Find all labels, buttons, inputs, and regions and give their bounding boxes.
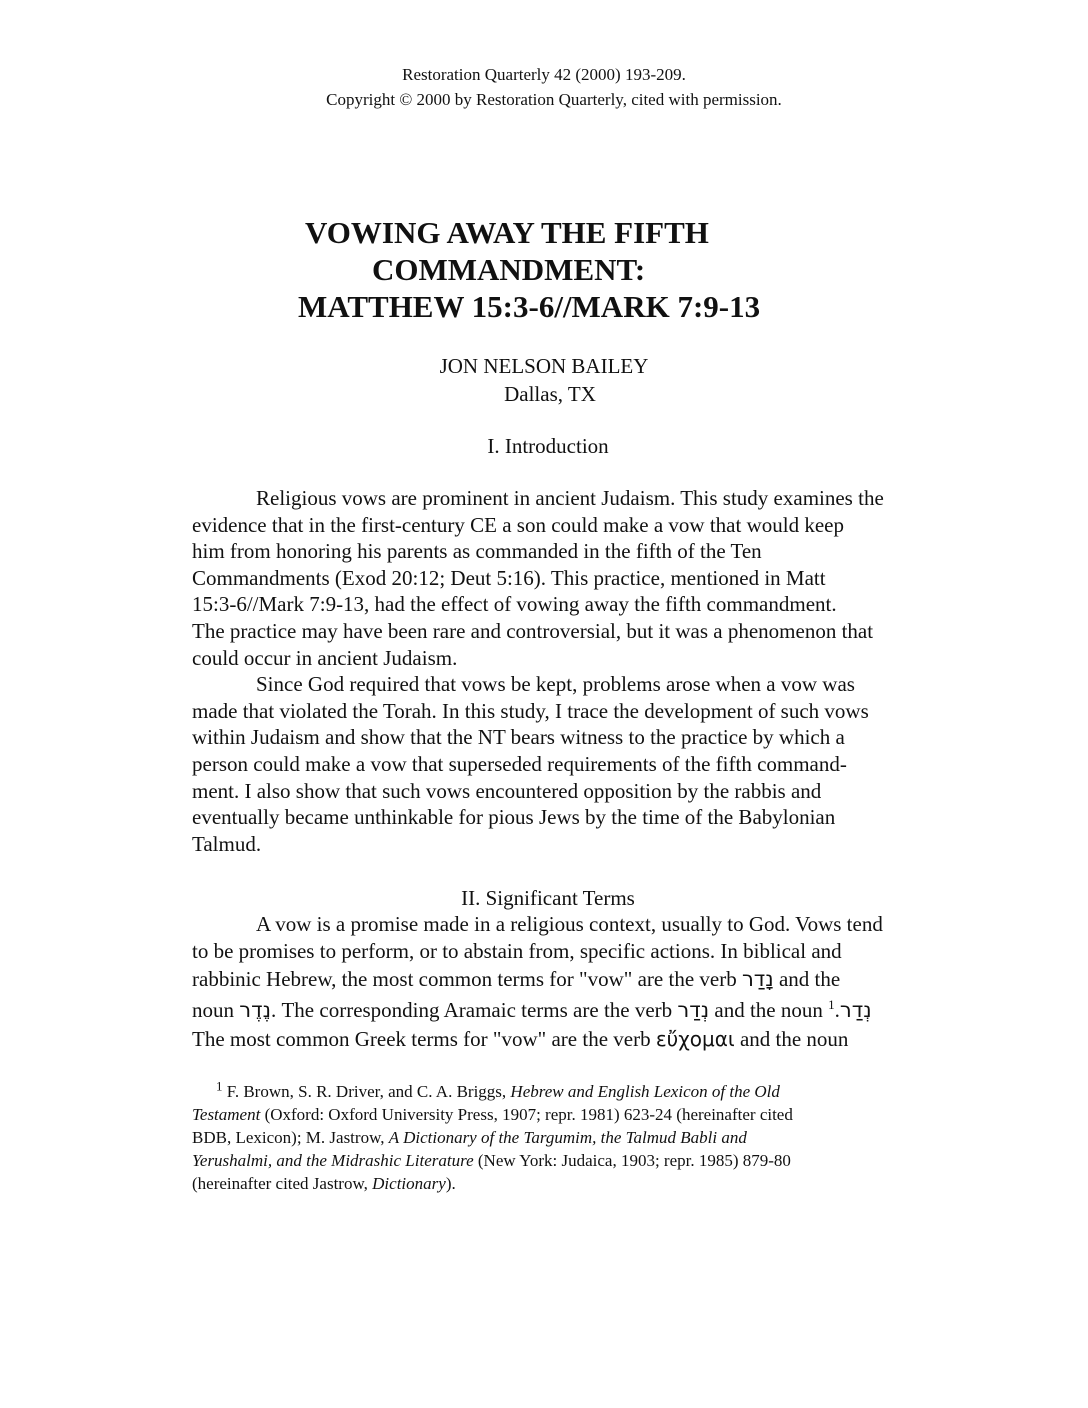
body-line: Since God required that vows be kept, problems arose when a vow was bbox=[256, 672, 855, 697]
text-span: ). bbox=[445, 1174, 456, 1193]
text-span: noun bbox=[192, 998, 240, 1023]
book-title: Yerushalmi, and the Midrashic Literature bbox=[192, 1151, 474, 1170]
body-line: ment. I also show that such vows encountered opposition by the rabbis and bbox=[192, 778, 822, 803]
text-span: and the bbox=[773, 967, 841, 992]
body-line: Talmud. bbox=[192, 831, 262, 856]
footnote-line bbox=[192, 1149, 912, 1172]
text-span: (New York: Judaica, 1903; repr. 1985) 879-80 bbox=[473, 1151, 791, 1170]
significant-terms-text bbox=[192, 911, 962, 1053]
text-span: and the noun bbox=[734, 1027, 849, 1052]
text-span: and the noun bbox=[709, 998, 829, 1023]
body-line: eventually became unthinkable for pious Jews by the time of the Babylonian bbox=[192, 805, 836, 830]
citation-line: Restoration Quarterly 42 (2000) 193-209. bbox=[402, 65, 686, 84]
footnote-number: 1 bbox=[216, 1078, 223, 1094]
hebrew-term: נְדַר bbox=[839, 998, 872, 1023]
body-line: evidence that in the first-century CE a son could make a vow that would keep bbox=[192, 512, 844, 537]
section-heading-introduction: I. Introduction bbox=[487, 434, 609, 458]
hebrew-term: נְדַר bbox=[677, 998, 710, 1023]
title-line-1: VOWING AWAY THE FIFTH bbox=[305, 215, 709, 250]
author-name: JON NELSON BAILEY bbox=[439, 354, 649, 378]
section-heading-significant-terms: II. Significant Terms bbox=[461, 886, 635, 910]
footnote-line bbox=[192, 1080, 912, 1103]
body-line: within Judaism and show that the NT bears witness to the practice by which a bbox=[192, 725, 845, 750]
body-line: person could make a vow that superseded requirements of the fifth command- bbox=[192, 751, 847, 776]
introduction-text bbox=[192, 485, 962, 857]
citation-header bbox=[0, 62, 1088, 112]
body-line: him from honoring his parents as commanded in the fifth of the Ten bbox=[192, 539, 762, 564]
hebrew-term: נָדַר bbox=[741, 967, 774, 992]
text-span: F. Brown, S. R. Driver, and C. A. Briggs, bbox=[222, 1082, 511, 1101]
text-span: rabbinic Hebrew, the most common terms for "vow" are the verb bbox=[192, 967, 742, 992]
body-line: 15:3-6//Mark 7:9-13, had the effect of vowing away the fifth commandment. bbox=[192, 592, 837, 617]
text-span: (Oxford: Oxford University Press, 1907; repr. 1981) 623-24 (hereinafter cited bbox=[260, 1105, 793, 1124]
footnote-line bbox=[192, 1172, 912, 1195]
body-line: made that violated the Torah. In this study, I trace the development of such vows bbox=[192, 698, 869, 723]
book-title: Hebrew and English Lexicon of the Old bbox=[510, 1082, 780, 1101]
title-line-3: MATTHEW 15:3-6//MARK 7:9-13 bbox=[298, 289, 761, 324]
title-line-2: COMMANDMENT: bbox=[372, 252, 646, 287]
author-block bbox=[0, 352, 1088, 408]
text-span: . bbox=[834, 998, 840, 1023]
footnote bbox=[192, 1080, 912, 1195]
body-line: Religious vows are prominent in ancient Judaism. This study examines the bbox=[256, 486, 884, 510]
text-span: BDB, Lexicon); M. Jastrow, bbox=[192, 1128, 389, 1147]
body-line: to be promises to perform, or to abstain from, specific actions. In biblical and bbox=[192, 938, 842, 963]
article-title bbox=[0, 214, 1088, 325]
copyright-line: Copyright © 2000 by Restoration Quarterly, cited with permission. bbox=[326, 90, 782, 109]
footnote-marker: 1 bbox=[828, 997, 835, 1013]
greek-term: εὔχομαι bbox=[655, 1027, 735, 1052]
text-span: The most common Greek terms for "vow" are the verb bbox=[192, 1027, 656, 1052]
body-line: The practice may have been rare and controversial, but it was a phenomenon that bbox=[192, 618, 874, 643]
body-line bbox=[192, 964, 962, 994]
footnote-line bbox=[192, 1103, 912, 1126]
footnote-line bbox=[192, 1126, 912, 1149]
body-line: Commandments (Exod 20:12; Deut 5:16). This practice, mentioned in Matt bbox=[192, 565, 826, 590]
author-location: Dallas, TX bbox=[504, 382, 596, 406]
body-line: A vow is a promise made in a religious context, usually to God. Vows tend bbox=[256, 912, 883, 936]
body-line: could occur in ancient Judaism. bbox=[192, 645, 458, 670]
book-title: Testament bbox=[192, 1105, 261, 1124]
book-title: A Dictionary of the Targumim, the Talmud Babli and bbox=[388, 1128, 747, 1147]
book-title: Dictionary bbox=[372, 1174, 446, 1193]
text-span: (hereinafter cited Jastrow, bbox=[192, 1174, 373, 1193]
body-line bbox=[192, 994, 962, 1026]
body-line bbox=[192, 1026, 962, 1053]
hebrew-term: נֶדֶר bbox=[239, 998, 271, 1023]
text-span: . The corresponding Aramaic terms are the verb bbox=[270, 998, 678, 1023]
